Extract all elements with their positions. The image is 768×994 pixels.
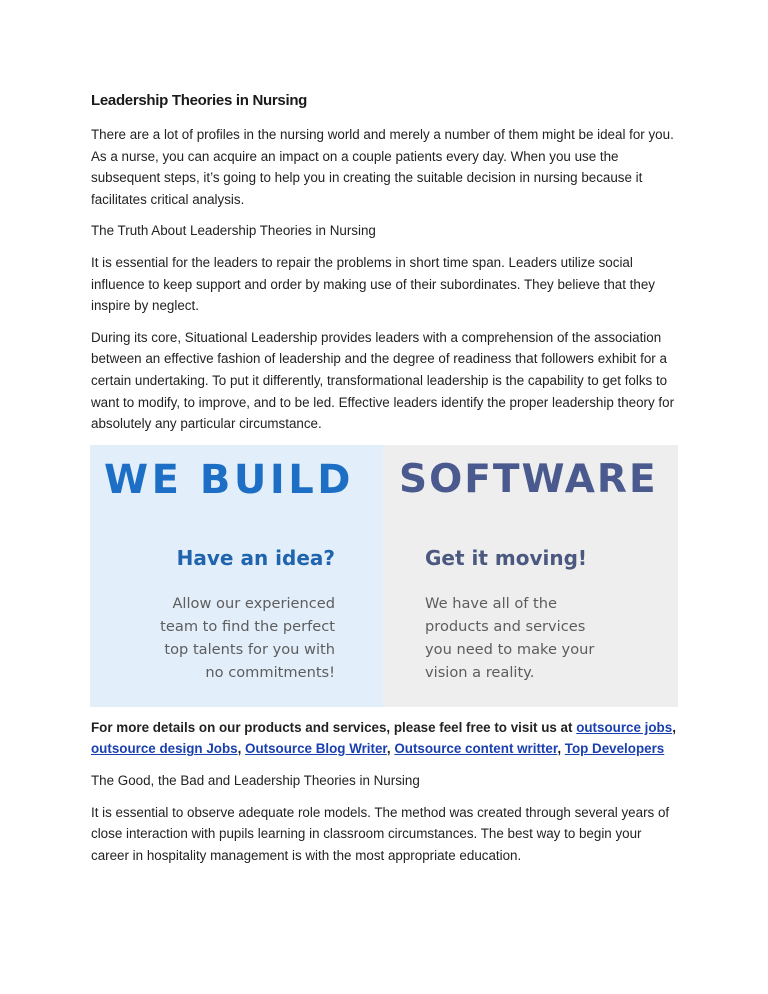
banner-left-line: no commitments! <box>205 663 335 681</box>
software-banner-image <box>90 445 678 707</box>
section-heading-good-bad: The Good, the Bad and Leadership Theories in Nursing <box>91 772 420 788</box>
link-outsource-blog-writer[interactable]: Outsource Blog Writer <box>245 741 387 757</box>
banner-right-line: We have all of the <box>425 594 557 612</box>
links-paragraph <box>91 717 683 760</box>
link-outsource-jobs[interactable]: outsource jobs <box>576 719 673 735</box>
link-separator: , <box>386 741 395 757</box>
paragraph-leaders: It is essential for the leaders to repair the problems in short time span. Leaders utilize social influence to keep support and order by making use of their subordinates. They believe that they inspire by neglect. <box>91 254 655 314</box>
document-title: Leadership Theories in Nursing <box>91 92 308 109</box>
link-top-developers[interactable]: Top Developers <box>564 741 665 757</box>
link-outsource-content-writter[interactable]: Outsource content writter <box>394 741 558 757</box>
banner-left-panel <box>90 445 383 707</box>
link-separator: , <box>672 719 676 735</box>
link-separator: , <box>237 741 246 757</box>
banner-have-idea-text: Have an idea? <box>176 545 335 570</box>
banner-right-panel <box>383 445 678 707</box>
banner-software-text: SOFTWARE <box>399 456 658 502</box>
banner-get-moving-text: Get it moving! <box>425 545 588 570</box>
banner-left-line: team to find the perfect <box>160 617 335 635</box>
banner-right-line: products and services <box>425 617 586 635</box>
paragraph-situational: During its core, Situational Leadership provides leaders with a comprehension of the association between an effective fashion of leadership and the degree of readiness that followers exhibit for a certain undertaking. To put it differently, transformational leadership is the capability to get folks to want to modify, to improve, and to be led. Effective leaders identify the proper leadership theory for absolutely any particular circumstance. <box>91 329 675 432</box>
paragraph-intro: There are a lot of profiles in the nursing world and merely a number of them might be ideal for you. As a nurse, you can acquire an impact on a couple patients every day. When you use the subsequent steps, it’s going to help you in creating the suitable decision in nursing because it facilitates critical analysis. <box>91 127 674 207</box>
banner-left-line: top talents for you with <box>164 640 335 658</box>
links-intro-text: For more details on our products and services, please feel free to visit us at <box>91 719 577 735</box>
banner-left-description <box>160 592 335 684</box>
banner-we-build-text: WE BUILD <box>104 456 354 503</box>
document-body <box>91 92 683 876</box>
paragraph-role-models: It is essential to observe adequate role models. The method was created through several years of close interaction with pupils learning in classroom circumstances. The best way to begin your career in hospitality management is with the most appropriate education. <box>91 804 670 863</box>
link-outsource-design-jobs[interactable]: outsource design Jobs <box>91 741 238 757</box>
banner-right-line: vision a reality. <box>425 663 535 681</box>
link-separator: , <box>557 741 565 757</box>
banner-right-description <box>425 592 594 684</box>
banner-right-line: you need to make your <box>425 640 595 658</box>
section-heading-truth: The Truth About Leadership Theories in Nursing <box>91 223 376 239</box>
banner-left-line: Allow our experienced <box>172 594 335 612</box>
